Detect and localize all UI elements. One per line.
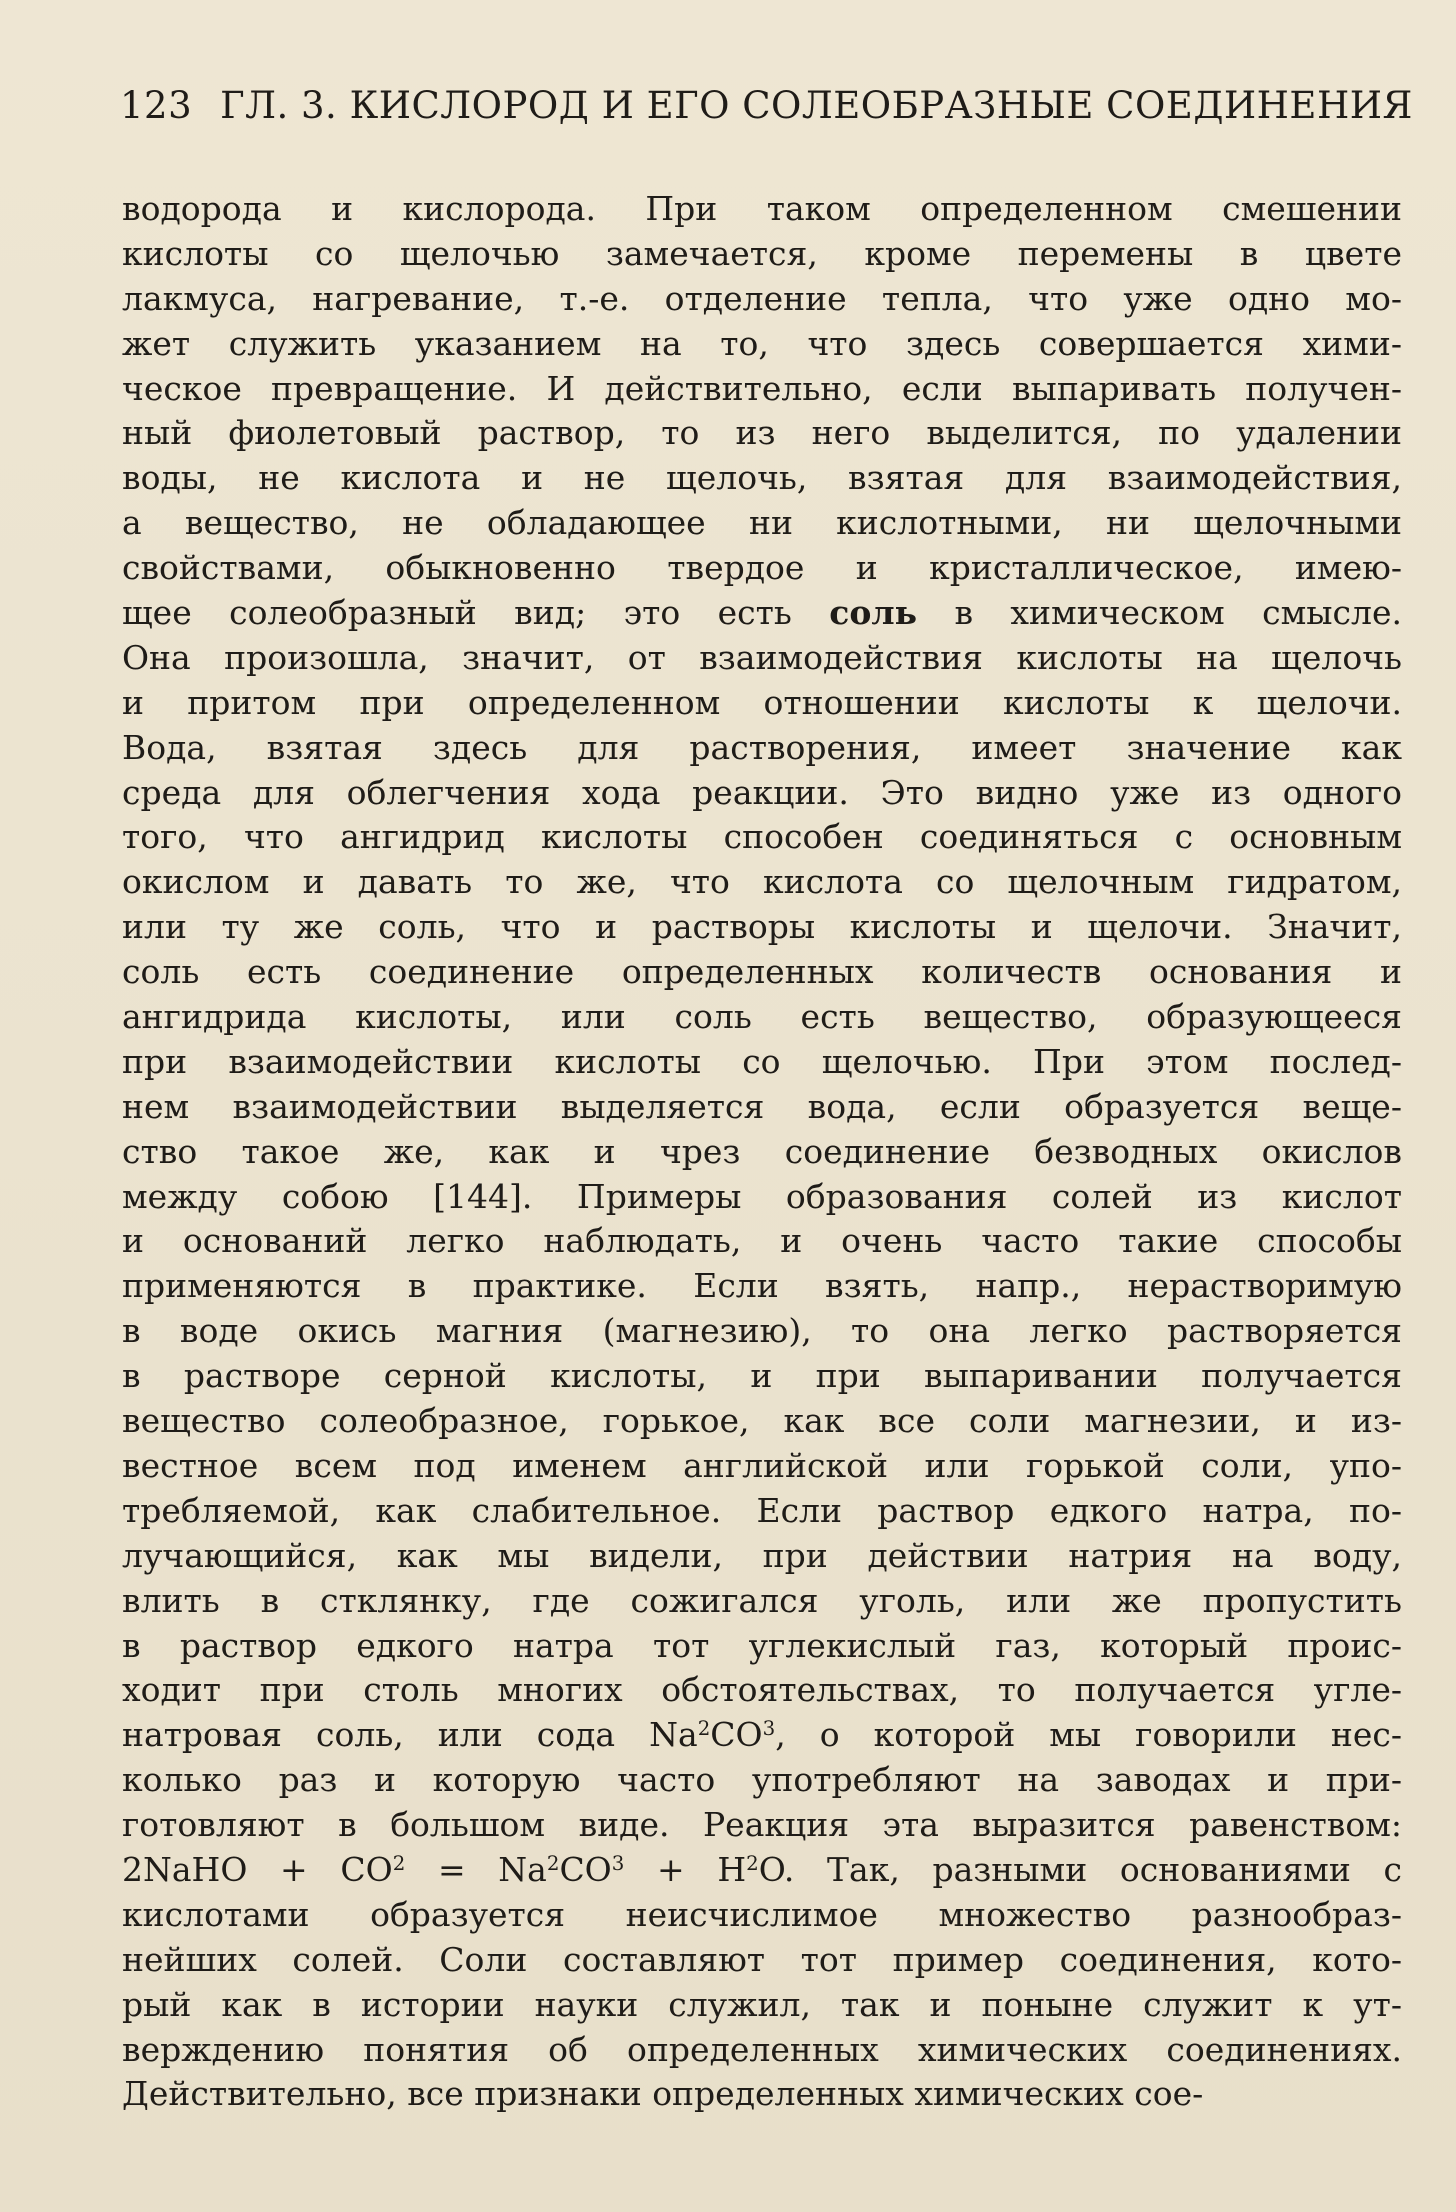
text-line: нейших солей. Соли составляют тот пример соединения, кото-: [122, 1939, 1402, 1979]
text-line: в растворе серной кислоты, и при выпаривании получается: [122, 1356, 1402, 1396]
text-line: между собою [144]. Примеры образования солей из кислот: [122, 1176, 1402, 1216]
text-segment: щее солеобразный вид; это есть: [122, 593, 792, 633]
text-line: готовляют в большом виде. Реакция эта выразится равенством:: [122, 1805, 1402, 1845]
text-line: кислоты со щелочью замечается, кроме перемены в цвете: [122, 233, 1402, 273]
text-line: свойствами, обыкновенно твердое и кристаллическое, имею-: [122, 548, 1402, 588]
page-number: 123: [120, 84, 193, 127]
text-line: ческое превращение. И действительно, если выпаривать получен-: [122, 368, 1402, 408]
text-line: применяются в практике. Если взять, напр., нерастворимую: [122, 1266, 1402, 1306]
formula-segment: + H: [624, 1849, 747, 1889]
text-line: того, что ангидрид кислоты способен соединяться с основным: [122, 817, 1402, 857]
text-line: лучающийся, как мы видели, при действии натрия на воду,: [122, 1535, 1402, 1575]
formula-superscript: 3: [762, 1717, 776, 1741]
text-line: кислотами образуется неисчислимое множество разнообраз-: [122, 1894, 1402, 1934]
running-header: [120, 84, 1413, 127]
body-text: [122, 187, 1402, 2117]
formula-superscript: 2: [546, 1852, 560, 1876]
text-line: окислом и давать то же, что кислота со щелочным гидратом,: [122, 862, 1402, 902]
text-line: в раствор едкого натра тот углекислый газ, который проис-: [122, 1625, 1402, 1665]
text-line: Действительно, все признаки определенных химических сое-: [122, 2074, 1204, 2114]
text-line: нем взаимодействии выделяется вода, если образуется веще-: [122, 1086, 1402, 1126]
formula-segment: CO: [559, 1849, 612, 1889]
text-segment: , о которой мы говорили нес-: [775, 1715, 1402, 1755]
formula-superscript: 2: [746, 1852, 759, 1876]
text-line: ходит при столь многих обстоятельствах, то получается угле-: [122, 1670, 1402, 1710]
text-line: [122, 591, 1402, 636]
text-line: воды, не кислота и не щелочь, взятая для взаимодействия,: [122, 458, 1402, 498]
text-line: требляемой, как слабительное. Если раствор едкого натра, по-: [122, 1490, 1402, 1530]
formula-superscript: 3: [611, 1852, 625, 1876]
running-title: ГЛ. 3. КИСЛОРОД И ЕГО СОЛЕОБРАЗНЫЕ СОЕДИНЕНИЯ: [220, 84, 1413, 127]
text-segment: O. Так, разными основаниями с: [758, 1849, 1402, 1889]
formula-segment: CO: [710, 1715, 763, 1755]
text-segment: в химическом смысле.: [954, 593, 1402, 633]
text-line: и оснований легко наблюдать, и очень часто такие способы: [122, 1221, 1402, 1261]
bold-term: соль: [829, 593, 918, 633]
text-line: ный фиолетовый раствор, то из него выделится, по удалении: [122, 413, 1402, 453]
text-line: колько раз и которую часто употребляют на заводах и при-: [122, 1760, 1402, 1800]
formula-superscript: 2: [697, 1717, 711, 1741]
text-line: при взаимодействии кислоты со щелочью. При этом послед-: [122, 1041, 1402, 1081]
text-line: и притом при определенном отношении кислоты к щелочи.: [122, 682, 1402, 722]
text-line: рый как в истории науки служил, так и поныне служит к ут-: [122, 1984, 1402, 2024]
text-line: среда для облегчения хода реакции. Это видно уже из одного: [122, 772, 1402, 812]
text-line: в воде окись магния (магнезию), то она легко растворяется: [122, 1311, 1402, 1351]
text-line: вестное всем под именем английской или горькой соли, упо-: [122, 1445, 1402, 1485]
formula-segment: = Na: [405, 1849, 547, 1889]
text-line: [122, 1713, 1402, 1758]
formula-segment: 2NaHO + CO: [122, 1849, 393, 1889]
text-line: ство такое же, как и чрез соединение безводных окислов: [122, 1131, 1402, 1171]
text-line: влить в стклянку, где сожигался уголь, или же пропустить: [122, 1580, 1402, 1620]
text-line: лакмуса, нагревание, т.-е. отделение тепла, что уже одно мо-: [122, 278, 1402, 318]
text-line: Вода, взятая здесь для растворения, имеет значение как: [122, 727, 1402, 767]
text-line: а вещество, не обладающее ни кислотными, ни щелочными: [122, 503, 1402, 543]
text-line: соль есть соединение определенных количеств основания и: [122, 952, 1402, 992]
text-segment: натровая соль, или сода Na: [122, 1715, 698, 1755]
text-line: [122, 1848, 1402, 1893]
text-line: вещество солеобразное, горькое, как все соли магнезии, и из-: [122, 1401, 1402, 1441]
text-line: жет служить указанием на то, что здесь совершается хими-: [122, 323, 1402, 363]
text-line: водорода и кислорода. При таком определенном смешении: [122, 189, 1402, 228]
text-line: ангидрида кислоты, или соль есть вещество, образующееся: [122, 997, 1402, 1037]
text-line: Она произошла, значит, от взаимодействия кислоты на щелочь: [122, 637, 1402, 677]
text-line: верждению понятия об определенных химических соединениях.: [122, 2029, 1402, 2069]
formula-superscript: 2: [392, 1852, 406, 1876]
text-line: или ту же соль, что и растворы кислоты и щелочи. Значит,: [122, 907, 1402, 947]
